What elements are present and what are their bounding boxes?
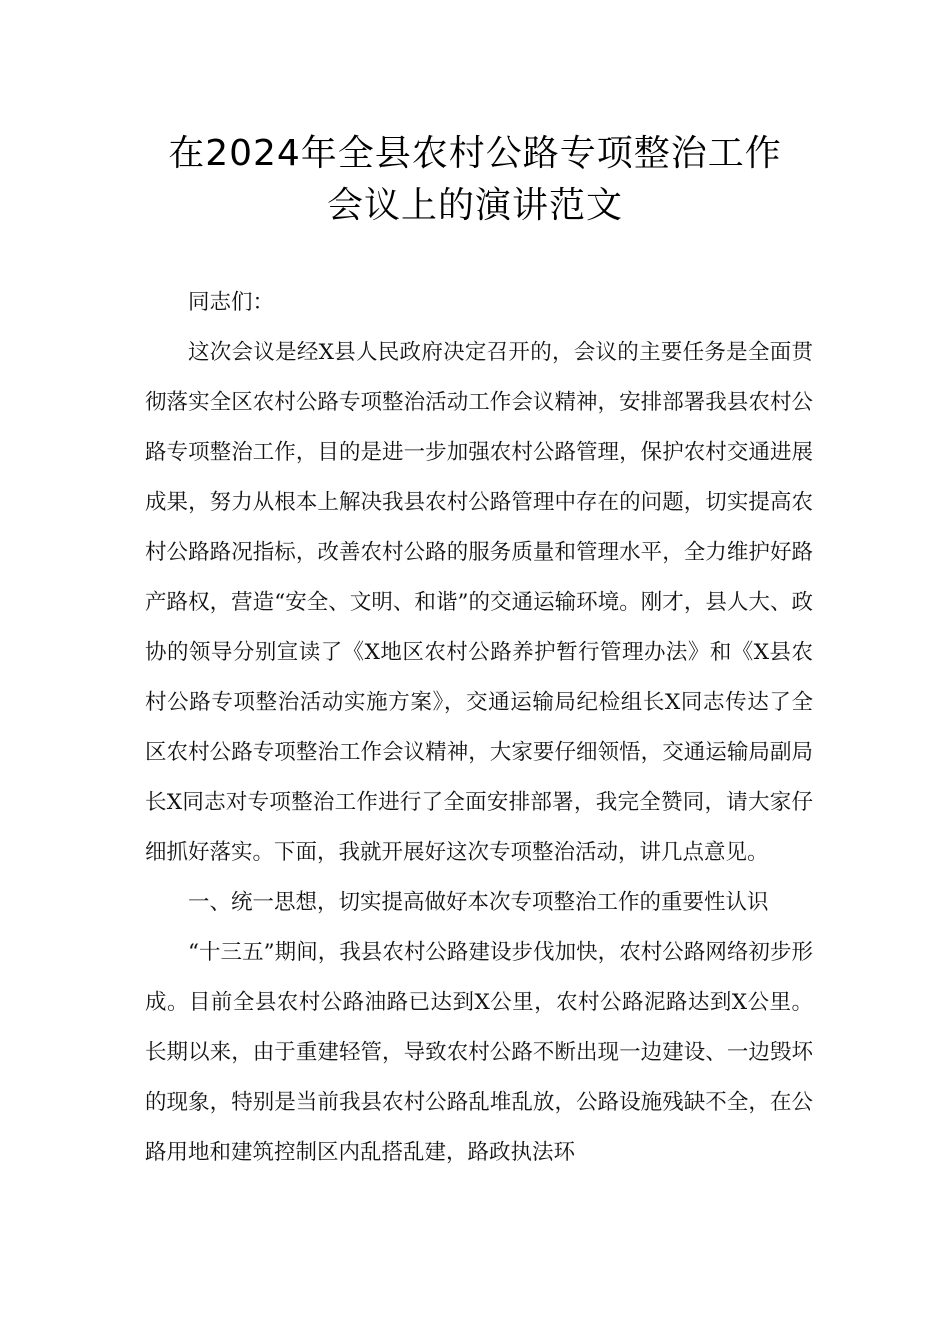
title-line-2: 会议上的演讲范文: [326, 185, 623, 226]
paragraph-intro: 这次会议是经X县人民政府决定召开的，会议的主要任务是全面贯彻落实全区农村公路专项整治活动工作会议精神，安排部署我县农村公路专项整治工作，目的是进一步加强农村公路管理，保护农村交通进展成果，努力从根本上解决我县农村公路管理中存在的问题，切实提高农村公路路况指标，改善农村公路的服务质量和管理水平，全力维护好路产路权，营造“安全、文明、和谐”的交通运输环境。刚才，县人大、政协的领导分别宣读了《X地区农村公路养护暂行管理办法》和《X县农村公路专项整治活动实施方案》，交通运输局纪检组长X同志传达了全区农村公路专项整治工作会议精神，大家要仔细领悟，交通运输局副局长X同志对专项整治工作进行了全面安排部署，我完全赞同，请大家仔细抓好落实。下面，我就开展好这次专项整治活动，讲几点意见。: [145, 340, 813, 865]
title-line-1: 在2024年全县农村公路专项整治工作: [168, 133, 782, 174]
section-heading-1: 一、统一思想，切实提高做好本次专项整治工作的重要性认识: [188, 890, 769, 915]
document-title: [80, 128, 870, 232]
document-body: [145, 278, 813, 1178]
greeting: 同志们：: [188, 290, 275, 315]
paragraph-section-1: “十三五”期间，我县农村公路建设步伐加快，农村公路网络初步形成。目前全县农村公路油路已达到X公里，农村公路泥路达到X公里。长期以来，由于重建轻管，导致农村公路不断出现一边建设、一边毁坏的现象，特别是当前我县农村公路乱堆乱放，公路设施残缺不全，在公路用地和建筑控制区内乱搭乱建，路政执法环: [145, 940, 813, 1165]
